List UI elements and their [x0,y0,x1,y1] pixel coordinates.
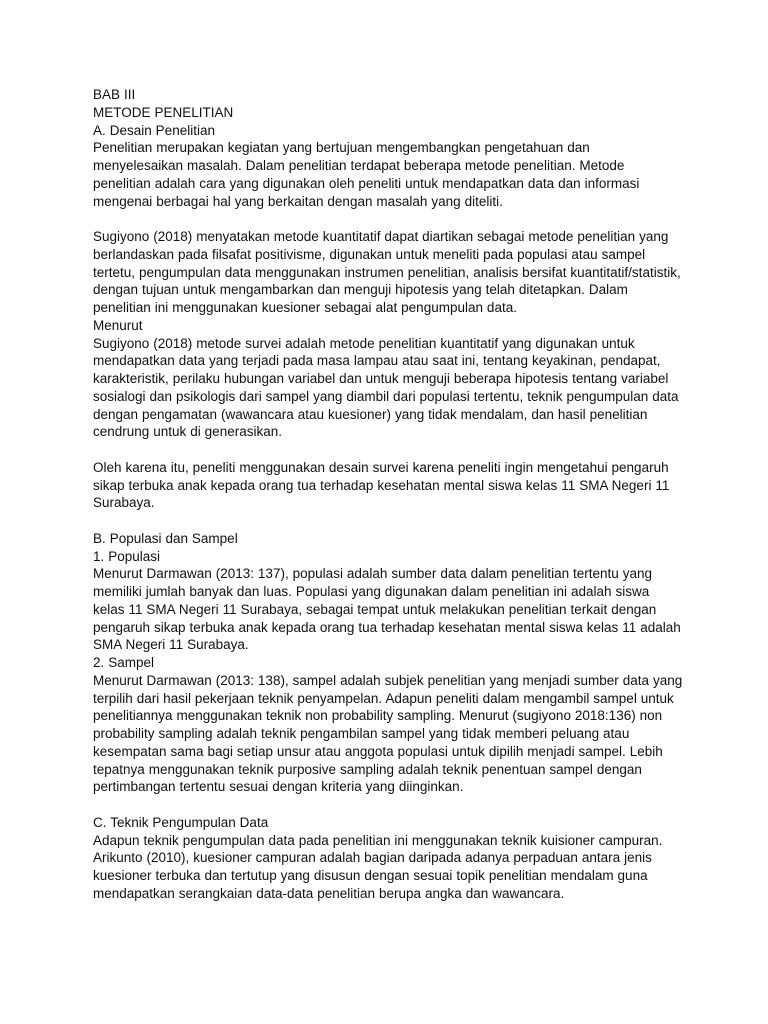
section-a-paragraph-1: Penelitian merupakan kegiatan yang bertujuan mengembangkan pengetahuan dan menyelesaikan masalah. Dalam penelitian terdapat beberapa metode penelitian. Metode penelitian adalah cara yang digunakan oleh peneliti untuk mendapatkan data dan informasi mengenai berbagai hal yang berkaitan dengan masalah yang diteliti. [93,140,640,209]
chapter-label: BAB III [93,87,136,102]
section-b-subheading-sampel: 2. Sampel [93,655,154,670]
section-b-paragraph-populasi: Menurut Darmawan (2013: 137), populasi adalah sumber data dalam penelitian tertentu yang memiliki jumlah banyak dan luas. Populasi yang digunakan dalam penelitian ini adalah siswa kelas 11 SMA Negeri 11 Surabaya, sebagai tempat untuk melakukan penelitian terkait dengan pengaruh sikap terbuka anak kepada orang tua terhadap kesehatan mental siswa kelas 11 adalah SMA Negeri 11 Surabaya. [93,566,681,653]
section-c-paragraph-1: Adapun teknik pengumpulan data pada penelitian ini menggunakan teknik kuisioner campuran. Arikunto (2010), kuesioner campuran adalah bagian daripada adanya perpaduan antara jenis kuesioner terbuka dan tertutup yang disusun dengan sesuai topik penelitian mendalam guna mendapatkan serangkaian data-data penelitian berupa angka dan wawancara. [93,832,663,901]
paragraph-gap [93,441,683,459]
section-a-paragraph-3: Sugiyono (2018) metode survei adalah metode penelitian kuantitatif yang digunakan untuk mendapatkan data yang terjadi pada masa lampau atau saat ini, tentang keyakinan, pendapat, karakteristik, perilaku hubungan variabel dan untuk menguji beberapa hipotesis tentang variabel sosialogi dan psikologis dari sampel yang diambil dari populasi tertentu, teknik pengumpulan data dengan pengamatan (wawancara atau kuesioner) yang tidak mendalam, dan hasil penelitian cendrung untuk di generasikan. [93,335,679,440]
section-a-paragraph-3-lead: Menurut [93,317,143,333]
paragraph-gap [93,210,683,228]
chapter-title: METODE PENELITIAN [93,104,234,120]
section-a-paragraph-2: Sugiyono (2018) menyatakan metode kuantitatif dapat diartikan sebagai metode penelitian yang berlandaskan pada filsafat positivisme, digunakan untuk meneliti pada populasi atau sampel tertetu, pengumpulan data menggunakan instrumen penelitian, analisis bersifat kuantitatif/statistik, dengan tujuan untuk mengambarkan dan menguji hipotesis yang telah ditetapkan. Dalam penelitian ini menggunakan kuesioner sebagai alat pengumpulan data. [93,229,681,315]
paragraph-gap [93,796,683,814]
paragraph-gap [93,512,683,530]
section-b-heading: B. Populasi dan Sampel [93,530,238,546]
section-b-subheading-populasi: 1. Populasi [93,548,160,564]
document-page [93,86,683,903]
section-a-heading: A. Desain Penelitian [93,122,215,138]
section-b-paragraph-sampel: Menurut Darmawan (2013: 138), sampel adalah subjek penelitian yang menjadi sumber data yang terpilih dari hasil pekerjaan teknik penyampelan. Adapun peneliti dalam mengambil sampel untuk penelitiannya menggunakan teknik non probability sampling. Menurut (sugiyono 2018:136) non probability sampling adalah teknik pengambilan sampel yang tidak memberi peluang atau kesempatan sama bagi setiap unsur atau anggota populasi untuk dipilih menjadi sampel. Lebih tepatnya menggunakan teknik purposive sampling adalah teknik penentuan sampel dengan pertimbangan tertentu sesuai dengan kriteria yang diinginkan. [93,672,683,795]
section-c-heading: C. Teknik Pengumpulan Data [93,814,269,830]
section-a-paragraph-4: Oleh karena itu, peneliti menggunakan desain survei karena peneliti ingin mengetahui pengaruh sikap terbuka anak kepada orang tua terhadap kesehatan mental siswa kelas 11 SMA Negeri 11 Surabaya. [93,459,670,511]
